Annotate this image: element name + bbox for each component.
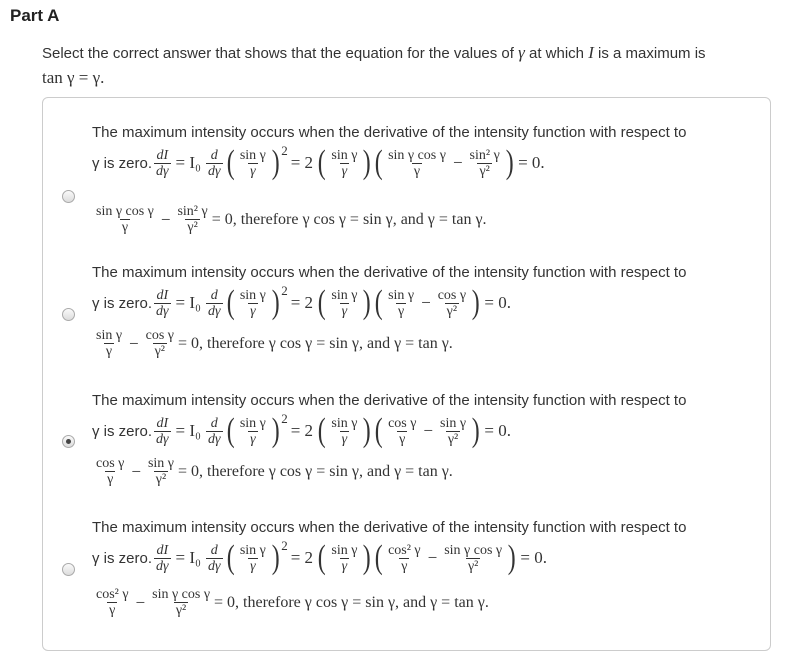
answer-option-2[interactable] <box>43 252 770 382</box>
answer-option-4[interactable] <box>43 507 770 637</box>
radio-button-1[interactable] <box>62 190 75 203</box>
radio-button-2[interactable] <box>62 308 75 321</box>
conclusion-equation: $\frac{\text{sin γ cos γ}}{\gamma}$ − $\frac{\text{sin² γ}}{\text{γ²}}$ = 0, therefore γ cos γ = sin γ, and γ = tan γ. <box>96 204 487 235</box>
derivative-equation: γ is zero. $\frac{dI}{d\gamma}$ = I₀ $\frac{d}{d\gamma}$ ( $\frac{\text{sin γ}}{\gamma}$ ) 2 = 2 ( $\frac{\text{sin γ}}{\gamma}$ ) ( $\frac{\text{cos² γ}}{\gamma}$ − $\frac{\text{sin γ cos γ}}{\text{γ²}}$ ) = 0. <box>92 538 547 576</box>
answer-options-box <box>42 97 771 651</box>
derivative-equation: γ is zero. $\frac{dI}{d\gamma}$ = I₀ $\frac{d}{d\gamma}$ ( $\frac{\text{sin γ}}{\gamma}$ ) 2 = 2 ( $\frac{\text{sin γ}}{\gamma}$ ) ( $\frac{\text{sin γ cos γ}}{\gamma}$ − $\frac{\text{sin² γ}}{\text{γ²}}$ ) = 0. <box>92 143 545 181</box>
question-text: Select the correct answer that shows that the equation for the values of γ at which I is a maximum is tan γ = γ. <box>42 43 706 87</box>
option-text: The maximum intensity occurs when the derivative of the intensity function with respect to <box>92 392 687 409</box>
answer-option-3[interactable] <box>43 380 770 510</box>
radio-button-3[interactable] <box>62 435 75 448</box>
target-equation: tan γ = γ. <box>42 68 105 87</box>
derivative-equation: γ is zero. $\frac{dI}{d\gamma}$ = I₀ $\frac{d}{d\gamma}$ ( $\frac{\text{sin γ}}{\gamma}$ ) 2 = 2 ( $\frac{\text{sin γ}}{\gamma}$ ) ( $\frac{\text{sin γ}}{\gamma}$ − $\frac{\text{cos γ}}{\text{γ²}}$ ) = 0. <box>92 283 511 321</box>
option-text: The maximum intensity occurs when the derivative of the intensity function with respect to <box>92 124 687 141</box>
part-title: Part A <box>10 6 60 25</box>
answer-option-1[interactable] <box>43 112 770 242</box>
radio-button-4[interactable] <box>62 563 75 576</box>
conclusion-equation: $\frac{\text{cos² γ}}{\gamma}$ − $\frac{\text{sin γ cos γ}}{\text{γ²}}$ = 0, therefore γ cos γ = sin γ, and γ = tan γ. <box>96 587 489 618</box>
conclusion-equation: $\frac{\text{cos γ}}{\gamma}$ − $\frac{\text{sin γ}}{\text{γ²}}$ = 0, therefore γ cos γ = sin γ, and γ = tan γ. <box>96 456 453 487</box>
option-text: The maximum intensity occurs when the derivative of the intensity function with respect to <box>92 264 687 281</box>
option-text: The maximum intensity occurs when the derivative of the intensity function with respect to <box>92 519 687 536</box>
conclusion-equation: $\frac{\text{sin γ}}{\gamma}$ − $\frac{\text{cos γ}}{\text{γ²}}$ = 0, therefore γ cos γ = sin γ, and γ = tan γ. <box>96 328 453 359</box>
derivative-equation: γ is zero. $\frac{dI}{d\gamma}$ = I₀ $\frac{d}{d\gamma}$ ( $\frac{\text{sin γ}}{\gamma}$ ) 2 = 2 ( $\frac{\text{sin γ}}{\gamma}$ ) ( $\frac{\text{cos γ}}{\gamma}$ − $\frac{\text{sin γ}}{\text{γ²}}$ ) = 0. <box>92 411 511 449</box>
